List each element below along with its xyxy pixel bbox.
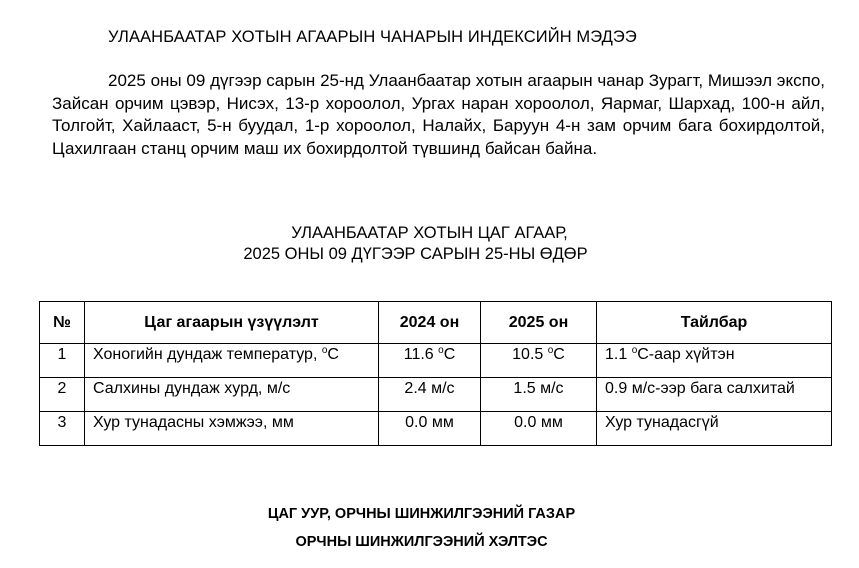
document-title: УЛААНБААТАР ХОТЫН АГААРЫН ЧАНАРЫН ИНДЕКСИЙН МЭДЭЭ xyxy=(108,28,637,46)
row-value-2024: 11.6 $^о$С xyxy=(379,344,481,378)
weather-table xyxy=(39,301,832,446)
row-value-2025: 10.5 $^о$С xyxy=(481,344,597,378)
row-note: 1.1 $^о$С-аар хүйтэн xyxy=(597,344,832,378)
header-param: Цаг агаарын үзүүлэлт xyxy=(85,302,379,344)
weather-title-line2: 2025 ОНЫ 09 ДҮГЭЭР САРЫН 25-НЫ ӨДӨР xyxy=(243,245,588,263)
row-value-2024: 0.0 мм xyxy=(379,412,481,446)
table-row xyxy=(40,412,832,446)
row-note: Хур тунадасгүй xyxy=(597,412,832,446)
header-no: № xyxy=(40,302,85,344)
row-note: 0.9 м/с-ээр бага салхитай xyxy=(597,378,832,412)
row-no: 1 xyxy=(40,344,85,378)
header-2024: 2024 он xyxy=(379,302,481,344)
row-value-2024: 2.4 м/с xyxy=(379,378,481,412)
header-note: Тайлбар xyxy=(597,302,832,344)
footer-organization: ЦАГ УУР, ОРЧНЫ ШИНЖИЛГЭЭНИЙ ГАЗАР xyxy=(267,506,576,522)
table-header-row xyxy=(40,302,832,344)
footer-department: ОРЧНЫ ШИНЖИЛГЭЭНИЙ ХЭЛТЭС xyxy=(295,534,548,550)
header-2025: 2025 он xyxy=(481,302,597,344)
row-value-2025: 0.0 мм xyxy=(481,412,597,446)
row-param: Салхины дундаж хурд, м/с xyxy=(85,378,379,412)
row-param: Хур тунадасны хэмжээ, мм xyxy=(85,412,379,446)
table-row xyxy=(40,344,832,378)
row-no: 3 xyxy=(40,412,85,446)
weather-title-line1: УЛААНБААТАР ХОТЫН ЦАГ АГААР, xyxy=(291,224,568,242)
paragraph-text: 2025 оны 09 дүгээр сарын 25-нд Улаанбаатар хотын агаарын чанар Зурагт, Мишээл экспо, Зайсан орчим цэвэр, Нисэх, 13-р хороолол, Ургах наран хороолол, Яармаг, Шархад, 100-н айл, Толгойт, Хайлааст, 5-н буудал, 1-р хороолол, Налайх, Баруун 4-н зам орчим бага бохирдолтой, Цахилгаан станц орчим маш их бохирдолтой түвшинд байсан байна. xyxy=(52,71,825,158)
table-row xyxy=(40,378,832,412)
row-param: Хоногийн дундаж температур, $^о$С xyxy=(85,344,379,378)
air-quality-paragraph xyxy=(52,70,825,160)
row-value-2025: 1.5 м/с xyxy=(481,378,597,412)
row-no: 2 xyxy=(40,378,85,412)
